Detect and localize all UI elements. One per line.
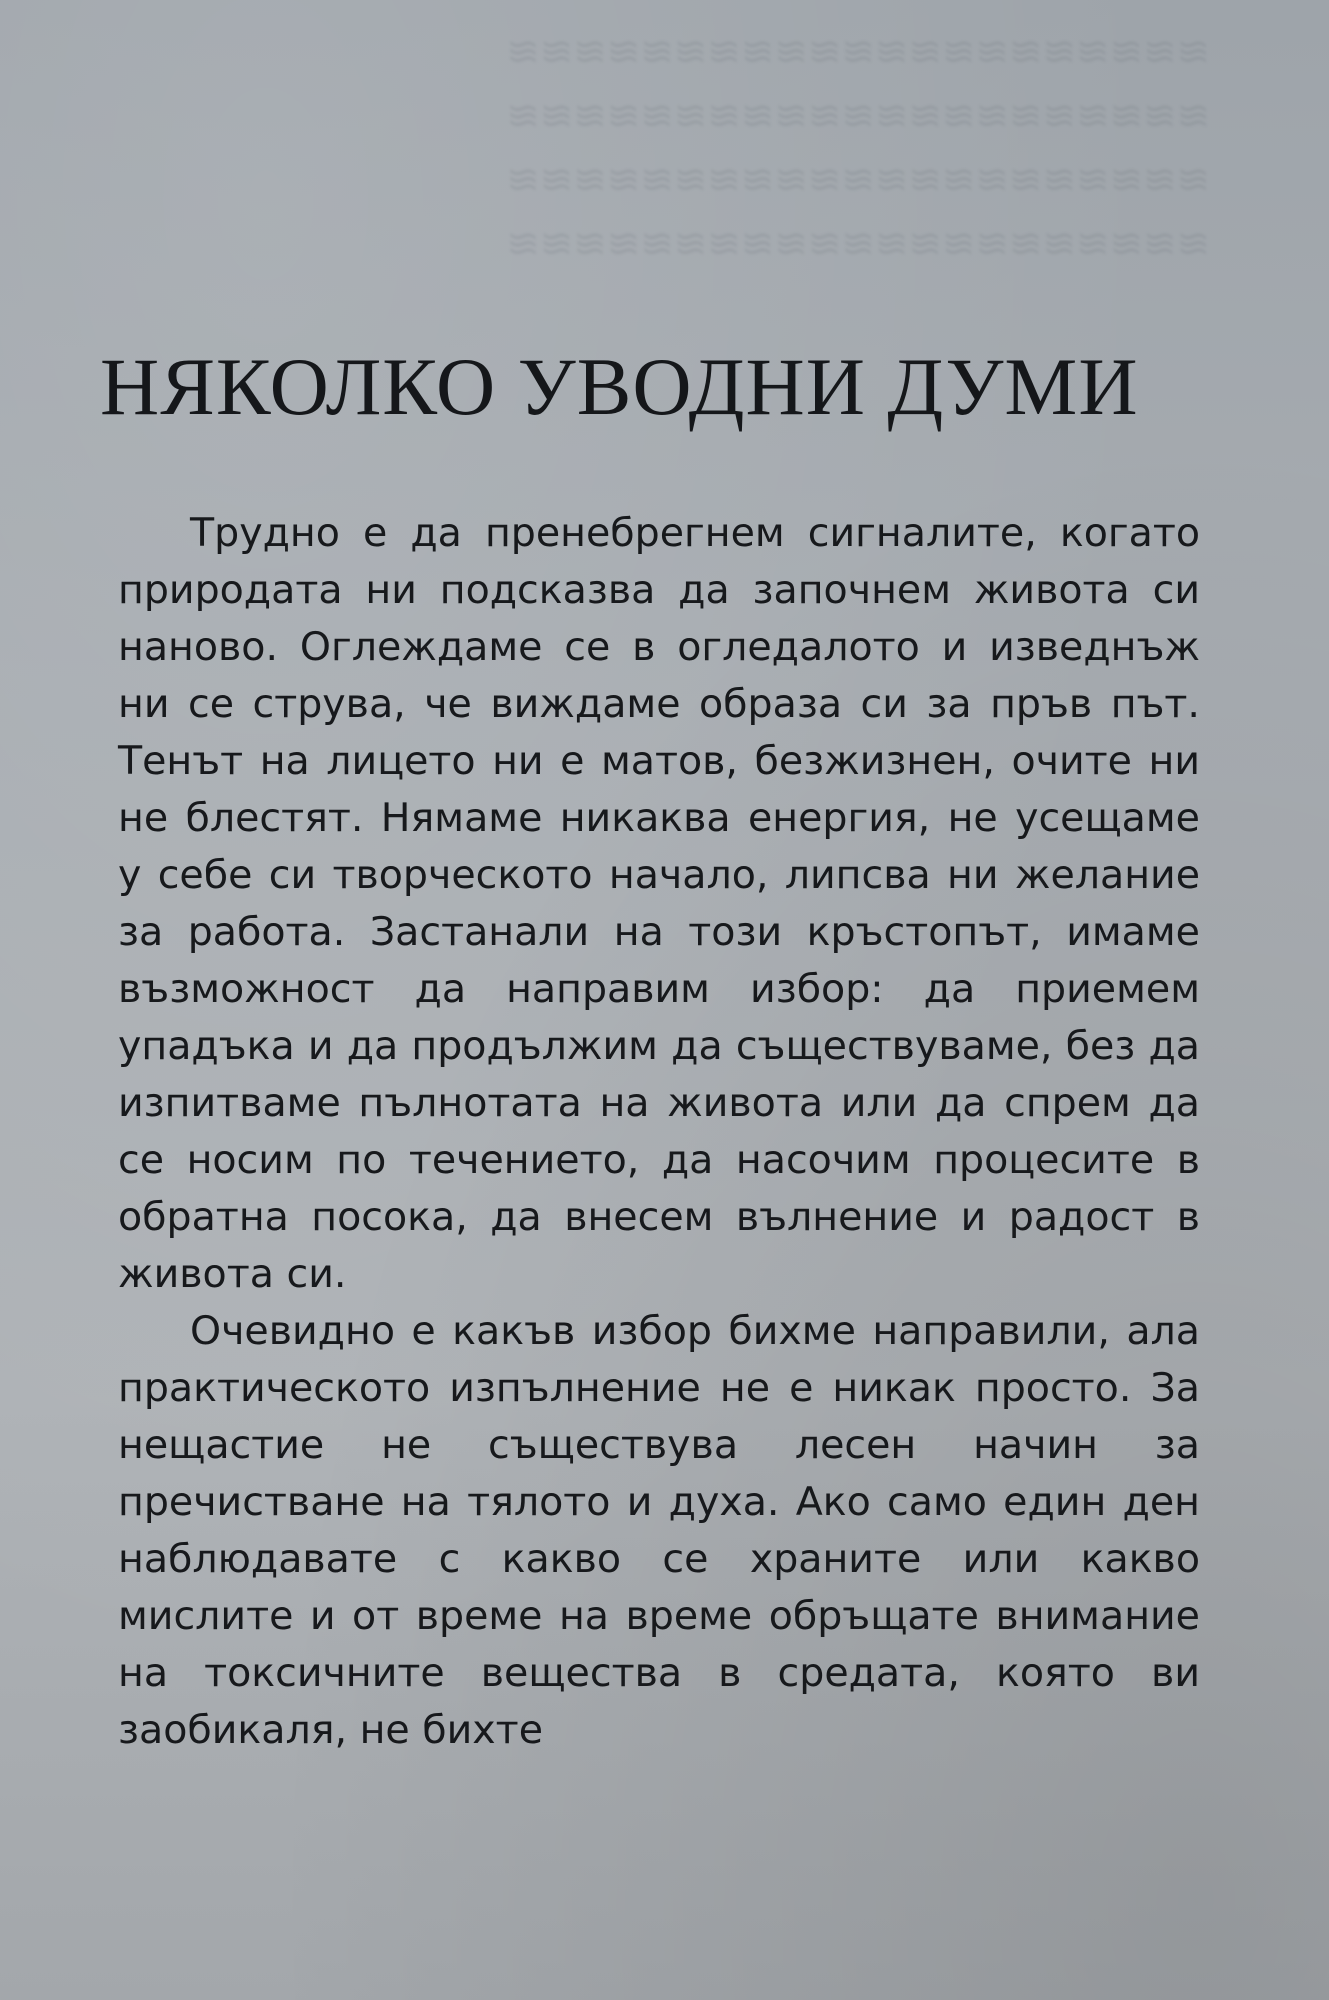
paragraph-2: Очевидно е какъв избор бихме направили, ала практическото изпълнение не е никак просто. За нещастие не съществува лесен начин за пречистване на тялото и духа. Ако само един ден наблюдавате с какво се храните или какво мислите и от време на време обръщате внимание на токсичните вещества в средата, която ви заобикаля, не бихте bbox=[118, 1308, 1200, 1753]
paragraph-1: Трудно е да пренебрегнем сигналите, когато природата ни подсказва да започнем живота си наново. Оглеждаме се в огледалото и изведнъж ни се струва, че виждаме образа си за пръв път. Тенът на лицето ни е матов, безжизнен, очите ни не блестят. Нямаме никаква енергия, не усещаме у себе си творческото начало, липсва ни желание за работа. Застанали на този кръстопът, имаме възможност да направим избор: да приемем упадъка и да продължим да съществуваме, без да изпитваме пълнотата на живота или да спрем да се носим по течението, да насочим процесите в обратна посока, да внесем вълнение и радост в живота си. bbox=[118, 510, 1200, 1297]
chapter-heading: НЯКОЛКО УВОДНИ ДУМИ bbox=[100, 341, 1139, 432]
body-text bbox=[118, 505, 1200, 1759]
bleed-through-texture: ≋≋≋≋≋≋≋≋≋≋≋≋≋≋≋≋≋≋≋≋≋ ≋≋≋≋≋≋≋≋≋≋≋≋≋≋≋≋≋≋≋≋≋ ≋≋≋≋≋≋≋≋≋≋≋≋≋≋≋≋≋≋≋≋≋ ≋≋≋≋≋≋≋≋≋≋≋≋≋≋≋≋≋≋≋≋≋ bbox=[506, 29, 1210, 267]
